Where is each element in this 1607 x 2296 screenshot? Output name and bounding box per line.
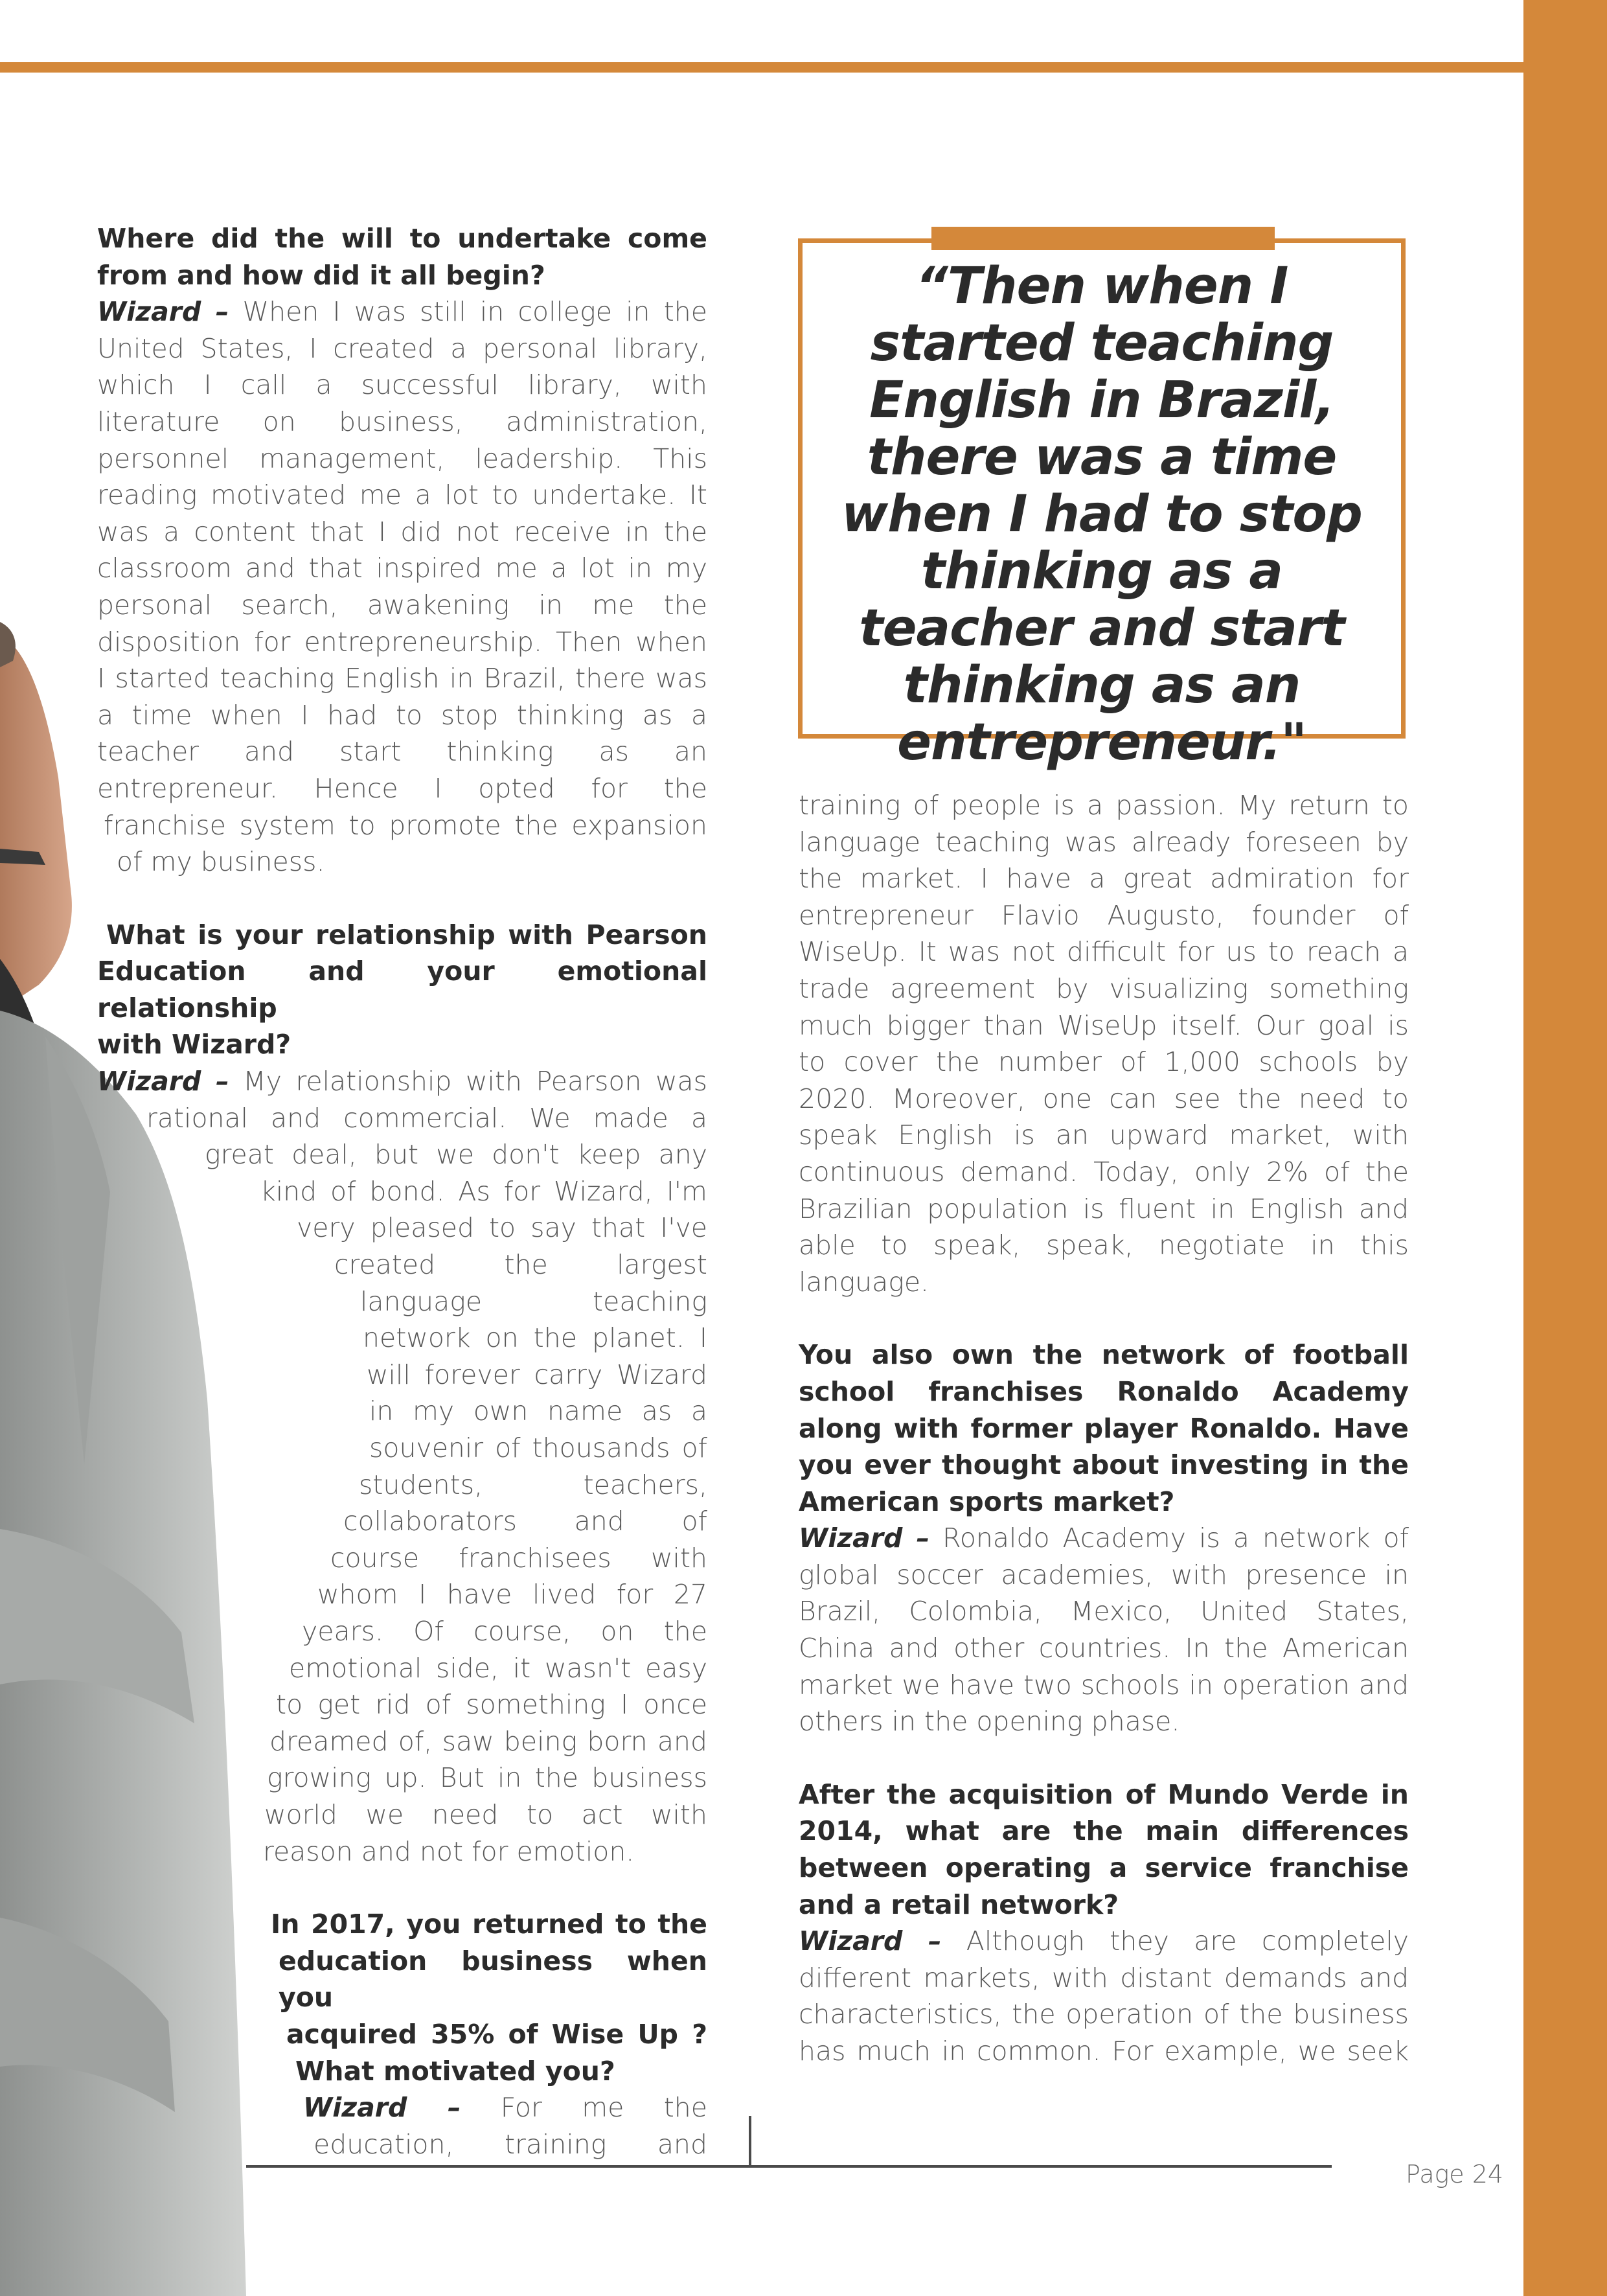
text-line: students, teachers,: [359, 1469, 707, 1500]
text-line: world we need to act with: [264, 1798, 707, 1830]
text-line: literature on business, administration,: [97, 406, 707, 437]
text-line: trade agreement by visualizing something: [799, 972, 1409, 1004]
page-number: Page 24: [1406, 2160, 1504, 2188]
text-line: course franchisees with: [330, 1542, 707, 1574]
spacer: [799, 1740, 1409, 1776]
answer-mundo-verde: Wizard – Although they are completely different markets, with distant demands and characteristics, the operation of the business has much in common. For example, we seek: [799, 1925, 1409, 2067]
text-line: emotional side, it wasn't easy: [289, 1652, 707, 1684]
text-line: WiseUp. It was not difficult for us to reach a: [799, 936, 1409, 968]
question-wiseup-line: acquired 35% of Wise Up ?: [286, 2018, 707, 2050]
spacer: [799, 1300, 1409, 1337]
text-line: able to speak, speak, negotiate in this: [799, 1230, 1409, 1261]
question-pearson-line: What is your relationship with Pearson: [106, 919, 707, 950]
question-mundo-verde: After the acquisition of Mundo Verde in 2014, what are the main differences between operating a service franchise and a retail network?: [799, 1778, 1409, 1920]
text-line: whom I have lived for 27: [317, 1579, 707, 1611]
text-line: franchise system to promote the expansion: [104, 809, 707, 841]
text-line: language teaching: [360, 1285, 707, 1317]
text-line: entrepreneur. Hence I opted for the: [97, 772, 707, 804]
bottom-divider-tick: [749, 2116, 751, 2166]
text-line: great deal, but we don't keep any: [205, 1139, 707, 1171]
text-line: reason and not for emotion.: [263, 1835, 635, 1867]
text-line: very pleased to say that I've: [297, 1212, 707, 1244]
text-line: personal search, awakening in me the: [97, 589, 707, 621]
question-wiseup-line: education business when you: [279, 1945, 707, 2014]
text-line: years. Of course, on the: [302, 1615, 707, 1647]
text-line: language.: [799, 1266, 929, 1298]
text-line: language teaching was already foreseen by: [799, 826, 1409, 858]
spacer: [97, 880, 707, 917]
text-line: United States, I created a personal library,: [97, 332, 707, 364]
question-pearson-line: with Wizard?: [97, 1029, 291, 1061]
text-line: created the largest: [334, 1249, 707, 1281]
text-line: dreamed of, saw being born and: [269, 1725, 707, 1757]
speaker-label: Wizard –: [97, 296, 229, 328]
answer-wiseup: Wizard – For me the: [303, 2092, 707, 2124]
pull-quote: “Then when I started teaching English in Brazil, there was a time when I had to stop thinking as a teacher and start thinking as an entrepreneur.": [841, 257, 1362, 772]
text-line: was a content that I did not receive in the: [97, 516, 707, 547]
question-wiseup-line: In 2017, you returned to the: [271, 1909, 707, 1940]
text-line: education, training and: [313, 2128, 707, 2160]
text-line: classroom and that inspired me a lot in my: [97, 553, 707, 584]
bottom-divider-rule: [246, 2165, 1332, 2168]
top-accent-rule: [0, 62, 1523, 73]
text-line: rational and commercial. We made a: [146, 1102, 707, 1134]
text-line: training of people is a passion. My return to: [799, 790, 1409, 821]
question-pearson-line: Education and your emotional relationship: [97, 956, 707, 1024]
answer-pearson: Wizard – My relationship with Pearson was: [97, 1066, 708, 1097]
left-column: [97, 220, 707, 2163]
text-line: growing up. But in the business: [267, 1762, 707, 1794]
text-line: network on the planet. I: [363, 1322, 707, 1354]
text-line: kind of bond. As for Wizard, I'm: [260, 1175, 707, 1207]
side-accent-bar: [1523, 0, 1607, 2296]
text-line: I started teaching English in Brazil, there was: [97, 663, 707, 695]
question-wiseup-line: What motivated you?: [295, 2055, 615, 2087]
answer-sports: Wizard – Ronaldo Academy is a network of global soccer academies, with presence in Brazil, Colombia, Mexico, United States, China and other countries. In the American market we have two schools in operation and others in the opening phase.: [799, 1522, 1409, 1738]
speaker-label: Wizard –: [303, 2092, 461, 2124]
speaker-label: Wizard –: [97, 1066, 229, 1097]
text-line: to get rid of something I once: [276, 1689, 707, 1721]
text-line: continuous demand. Today, only 2% of the: [799, 1156, 1409, 1188]
text-line: entrepreneur Flavio Augusto, founder of: [799, 899, 1409, 931]
text-line: to cover the number of 1,000 schools by: [799, 1046, 1409, 1078]
speaker-label: Wizard –: [799, 1522, 930, 1554]
question-sports: You also own the network of football school franchises Ronaldo Academy along with former player Ronaldo. Have you ever thought about investing in the American sports market?: [799, 1339, 1409, 1517]
text-line: speak English is an upward market, with: [799, 1119, 1409, 1151]
text-line: of my business.: [117, 846, 325, 878]
text-line: collaborators and of: [343, 1506, 707, 1537]
text-line: the market. I have a great admiration for: [799, 863, 1409, 895]
text-line: souvenir of thousands of: [369, 1432, 707, 1464]
text-line: a time when I had to stop thinking as a: [97, 699, 707, 731]
spacer: [97, 1870, 707, 1906]
text-line: personnel management, leadership. This: [97, 442, 707, 474]
text-line: will forever carry Wizard: [367, 1359, 707, 1390]
text-line: much bigger than WiseUp itself. Our goal is: [799, 1009, 1409, 1041]
text-line: reading motivated me a lot to undertake. It: [97, 479, 707, 511]
text-line: teacher and start thinking as an: [97, 736, 707, 768]
right-column: [799, 787, 1409, 2070]
text-line: which I call a successful library, with: [97, 369, 707, 401]
answer-origin: Wizard – When I was still in college in the: [97, 296, 708, 328]
text-line: disposition for entrepreneurship. Then when: [97, 626, 707, 658]
question-origin: Where did the will to undertake come from and how did it all begin?: [97, 223, 707, 291]
text-line: Brazilian population is fluent in English and: [799, 1193, 1409, 1224]
text-line: 2020. Moreover, one can see the need to: [799, 1083, 1409, 1114]
text-line: in my own name as a: [369, 1395, 707, 1427]
speaker-label: Wizard –: [799, 1925, 942, 1957]
